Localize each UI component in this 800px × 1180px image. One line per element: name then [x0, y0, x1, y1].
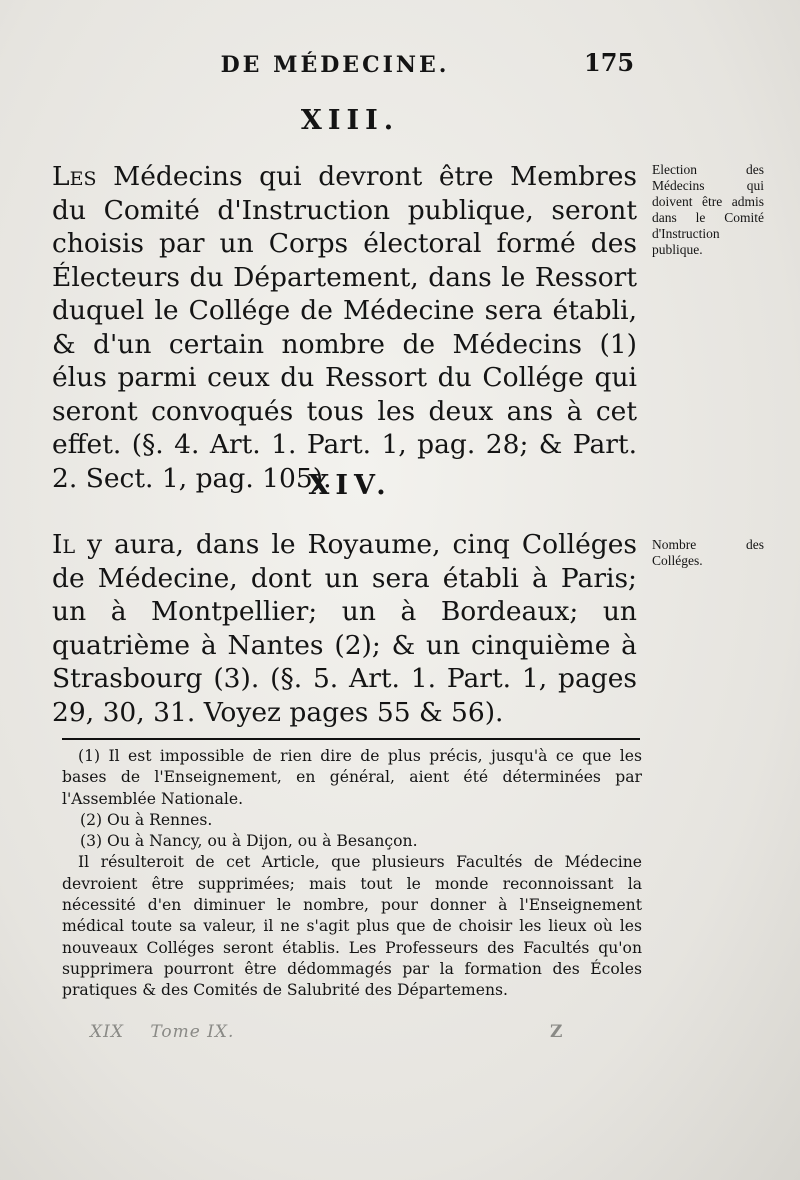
bleed-left: XIX — [90, 1022, 124, 1042]
lead-word: Il — [52, 529, 76, 560]
margin-note-election: Election des Médecins qui doivent être admis dans le Comité d'Instruction publique. — [652, 162, 764, 257]
bleed-signature: Z — [550, 1022, 564, 1042]
section-text-xiv — [52, 528, 637, 729]
footnote-2: (2) Ou à Rennes. — [80, 810, 213, 829]
running-title: DE MÉDECINE. — [220, 52, 450, 78]
paragraph-body: y aura, dans le Royaume, cinq Colléges de Médecine, dont un sera établi à Paris; un à Montpellier; un à Bordeaux; un quatrième à Nantes (2); & un cinquième à Strasbourg (3). (§. 5. Art. 1. Part. 1, pages 29, 30, 31. Voyez pages 55 & 56). — [52, 529, 637, 728]
footnote-3-commentary: Il résulteroit de cet Article, que plusieurs Facultés de Médecine devroient être supprimées; mais tout le monde reconnoissant la nécessité d'en diminuer le nombre, pour donner à l'Enseignement médical toute sa valeur, il ne s'agit plus que de choisir les lieux où les nouveaux Colléges seront établis. Les Professeurs des Facultés qu'on supprimera pourront être dédommagés par la formation des Écoles pratiques & des Comités de Salubrité des Départemens. — [62, 853, 642, 1000]
section-heading-xiv: XIV. — [308, 470, 392, 501]
section-heading-xiii: XIII. — [300, 105, 400, 136]
footnotes — [62, 746, 642, 1002]
footnote-rule — [62, 738, 640, 740]
bleed-through-text — [90, 1022, 564, 1042]
page-number: 175 — [584, 48, 635, 77]
lead-word: Les — [52, 161, 97, 192]
paragraph-body: Médecins qui devront être Membres du Comité d'Instruction publique, seront choisis par un Corps électoral formé des Électeurs du Département, dans le Ressort duquel le Collége de Médecine sera établi, & d'un certain nombre de Médecins (1) élus parmi ceux du Ressort du Collége qui seront convoqués tous les deux ans à cet effet. (§. 4. Art. 1. Part. 1, pag. 28; & Part. 2. Sect. 1, pag. 105). — [52, 161, 637, 494]
margin-note-colleges: Nombre des Colléges. — [652, 537, 764, 568]
bleed-center: Tome IX. — [150, 1022, 235, 1042]
footnote-3: (3) Ou à Nancy, ou à Dijon, ou à Besançon. — [80, 832, 418, 851]
footnote-1: (1) Il est impossible de rien dire de plus précis, jusqu'à ce que les bases de l'Enseignement, en général, aient été déterminées par l'Assemblée Nationale. — [62, 747, 642, 808]
section-text-xiii — [52, 160, 637, 495]
